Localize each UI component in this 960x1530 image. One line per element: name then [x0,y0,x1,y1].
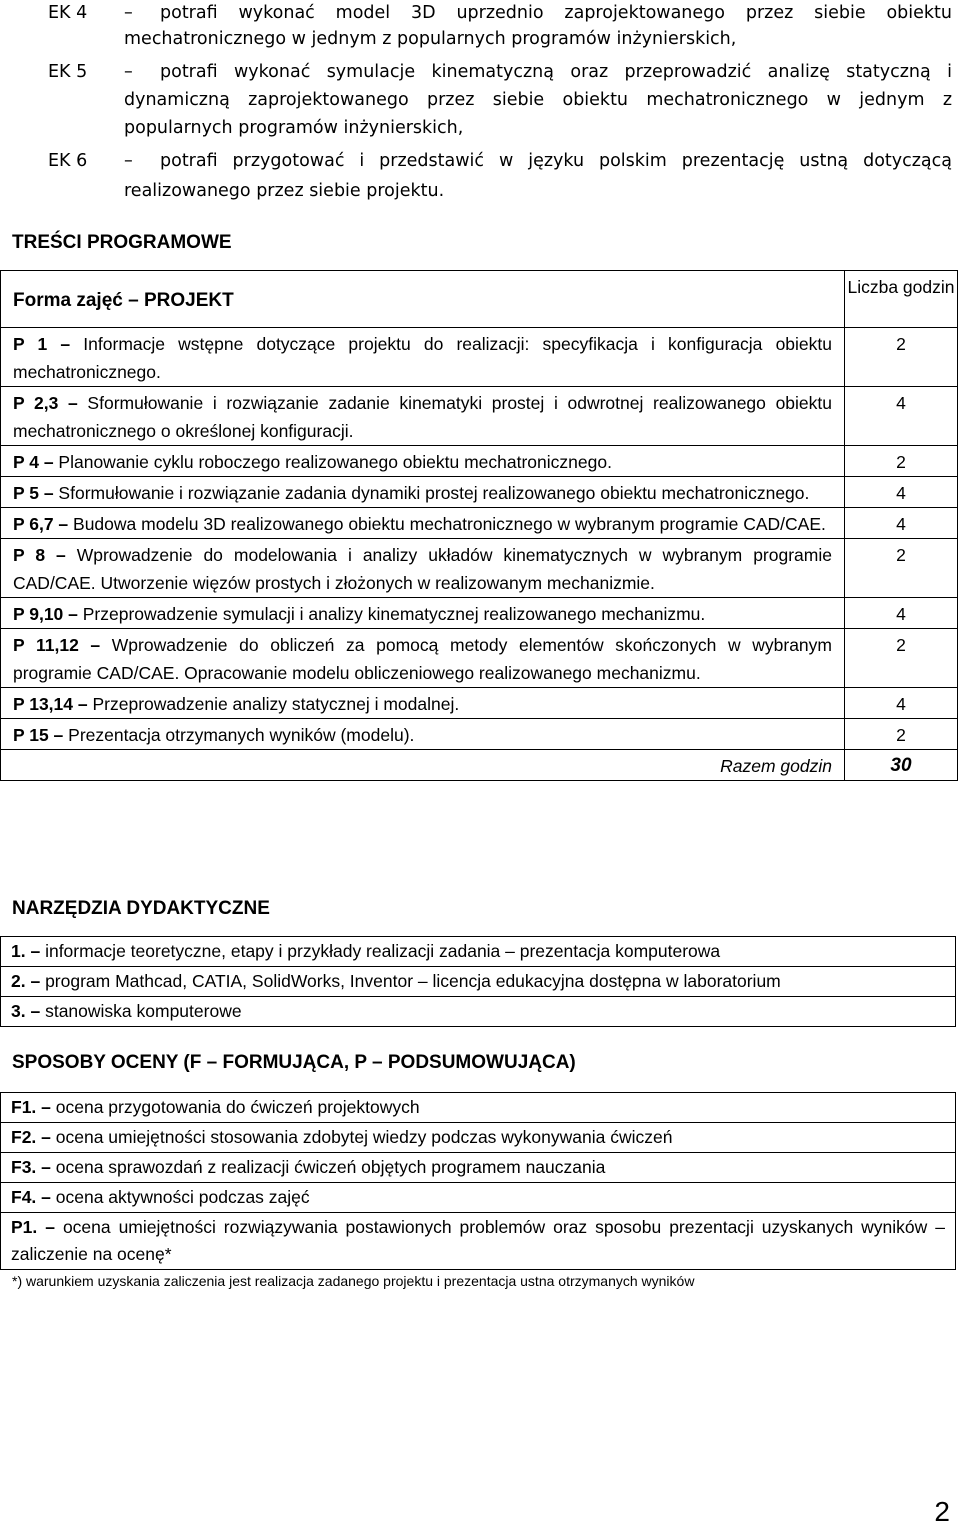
row-text: Sformułowanie i rozwiązanie zadanie kinematyki prostej i odwrotnej realizowanego obiektu mechatronicznego o określonej konfiguracji. [13,393,832,441]
dash: – [124,3,133,23]
table-row [1,328,958,387]
tools-heading: NARZĘDZIA DYDAKTYCZNE [12,898,270,919]
total-value: 30 [845,750,958,781]
list-item [1,1123,956,1153]
program-heading: TREŚCI PROGRAMOWE [12,232,232,253]
list-item [1,937,956,967]
row-code: P 6,7 – [13,514,69,534]
item-text: program Mathcad, CATIA, SolidWorks, Inventor – licencja edukacyjna dostępna w laboratorium [45,971,781,991]
total-row [1,750,958,781]
outcome-code: EK 5 [48,62,88,82]
row-text: Prezentacja otrzymanych wyników (modelu). [68,725,415,745]
item-text: informacje teoretyczne, etapy i przykłady realizacji zadania – prezentacja komputerowa [45,941,721,961]
assessment-table [0,1092,956,1270]
row-code: P 11,12 – [13,635,101,655]
assessment-heading: SPOSOBY OCENY (F – FORMUJĄCA, P – PODSUMOWUJĄCA) [12,1052,576,1073]
item-text: stanowiska komputerowe [45,1001,242,1021]
row-hours: 2 [845,446,958,477]
outcome-text: potrafi wykonać symulacje kinematyczną oraz przeprowadzić analizę statyczną i dynamiczną zaprojektowanego przez siebie obiektu mechatronicznego w jednym z popularnych programów inżynierskich, [124,62,952,138]
outcome-text: potrafi wykonać model 3D uprzednio zaprojektowanego przez siebie obiektu mechatronicznego w jednym z popularnych programów inżynierskich, [124,3,952,49]
footnote: *) warunkiem uzyskania zaliczenia jest realizacja zadanego projektu i prezentacja ustna otrzymanych wyników [12,1273,695,1289]
row-text: Wprowadzenie do obliczeń za pomocą metody elementów skończonych w wybranym programie CAD/CAE. Opracowanie modelu obliczeniowego realizowanego mechanizmu. [13,635,832,683]
row-code: P 8 – [13,545,66,565]
row-code: P 13,14 – [13,694,88,714]
table-row [1,539,958,598]
table-row [1,688,958,719]
table-row [1,629,958,688]
row-hours: 4 [845,477,958,508]
list-item [1,1093,956,1123]
row-code: P 9,10 – [13,604,78,624]
item-text: ocena przygotowania do ćwiczeń projektowych [55,1097,420,1117]
table-row [1,477,958,508]
row-text: Budowa modelu 3D realizowanego obiektu mechatronicznego w wybranym programie CAD/CAE. [73,514,826,534]
table-row [1,387,958,446]
page-number: 2 [934,1496,950,1527]
table-row [1,508,958,539]
tools-table [0,936,956,1027]
row-code: P 5 – [13,483,54,503]
row-hours: 2 [845,719,958,750]
total-label: Razem godzin [1,750,845,781]
row-text: Wprowadzenie do modelowania i analizy układów kinematycznych w wybranym programie CAD/CAE. Utworzenie więzów prostych i złożonych w realizowanym mechanizmie. [13,545,832,593]
list-item [1,1153,956,1183]
outcome-code: EK 6 [48,151,88,171]
row-text: Przeprowadzenie analizy statycznej i modalnej. [92,694,460,714]
item-text: ocena umiejętności stosowania zdobytej wiedzy podczas wykonywania ćwiczeń [55,1127,673,1147]
row-hours: 4 [845,688,958,719]
row-code: P 15 – [13,725,64,745]
item-code: 3. – [11,1001,41,1021]
item-text: ocena umiejętności rozwiązywania postawionych problemów oraz sposobu prezentacji uzyskanych wyników – zaliczenie na ocenę* [11,1217,945,1264]
item-code: F1. – [11,1097,51,1117]
item-code: F3. – [11,1157,51,1177]
outcome-code: EK 4 [48,3,88,23]
row-text: Sformułowanie i rozwiązanie zadania dynamiki prostej realizowanego obiektu mechatronicznego. [58,483,810,503]
row-text: Informacje wstępne dotyczące projektu do realizacji: specyfikacja i konfiguracja obiektu mechatronicznego. [13,334,833,382]
table-row [1,719,958,750]
dash: – [124,62,133,82]
list-item [1,1183,956,1213]
item-code: F4. – [11,1187,51,1207]
row-hours: 4 [845,598,958,629]
program-table [0,270,958,781]
row-text: Planowanie cyklu roboczego realizowanego obiektu mechatronicznego. [58,452,612,472]
table-row [1,446,958,477]
form-label: Forma zajęć – PROJEKT [13,289,234,311]
dash: – [124,151,133,171]
list-item [1,1213,956,1270]
outcome-text: potrafi przygotować i przedstawić w języku polskim prezentację ustną dotyczącą realizowanego przez siebie projektu. [124,151,952,201]
row-hours: 4 [845,508,958,539]
row-hours: 2 [845,629,958,688]
list-item [1,967,956,997]
row-hours: 4 [845,387,958,446]
item-code: P1. – [11,1217,55,1237]
item-code: 1. – [11,941,41,961]
item-code: F2. – [11,1127,51,1147]
item-text: ocena aktywności podczas zajęć [55,1187,310,1207]
list-item [1,997,956,1027]
hours-header: Liczba godzin [845,271,958,328]
row-code: P 2,3 – [13,393,78,413]
row-code: P 4 – [13,452,54,472]
row-hours: 2 [845,328,958,387]
row-text: Przeprowadzenie symulacji i analizy kinematycznej realizowanego mechanizmu. [82,604,706,624]
item-code: 2. – [11,971,41,991]
item-text: ocena sprawozdań z realizacji ćwiczeń objętych programem nauczania [55,1157,606,1177]
table-row [1,598,958,629]
row-code: P 1 – [13,334,71,354]
row-hours: 2 [845,539,958,598]
table-header-row [1,271,958,328]
